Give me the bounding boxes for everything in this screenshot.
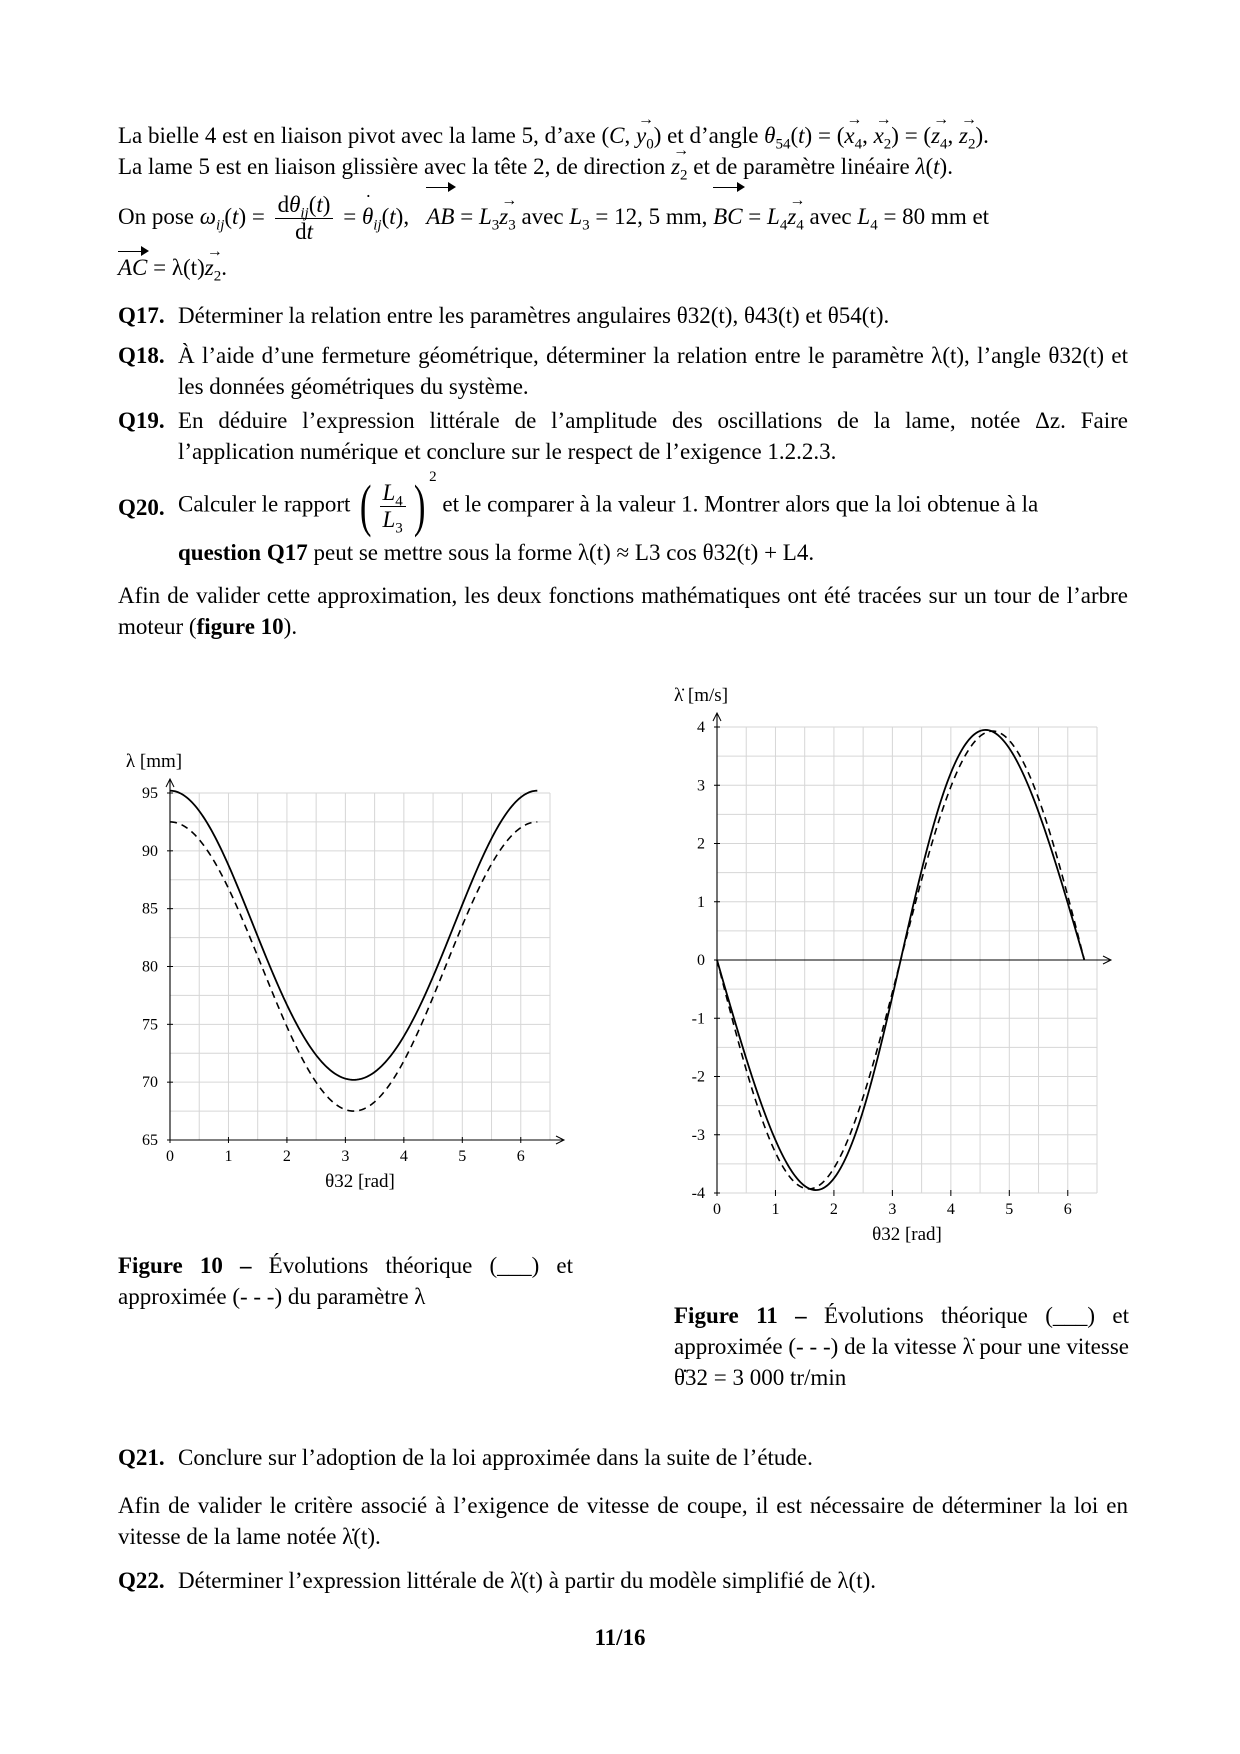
x-tick-label: 0: [713, 1201, 721, 1218]
y-tick-label: -4: [691, 1185, 705, 1202]
y-tick-label: 2: [697, 835, 705, 853]
y-tick-label: 90: [142, 842, 158, 860]
x-tick-label: 3: [888, 1201, 897, 1218]
question-21: Q21. Conclure sur l’adoption de la loi approximée dans la suite de l’étude.: [118, 1445, 813, 1470]
y-tick-label: 75: [142, 1016, 158, 1034]
question-17: Q17. Déterminer la relation entre les paramètres angulaires θ32(t), θ43(t) et θ54(t).: [118, 303, 890, 328]
question-22: Q22. Déterminer l’expression littérale de λ̇(t) à partir du modèle simplifié de λ(t).: [118, 1568, 876, 1593]
y-tick-label: 0: [697, 952, 705, 969]
question-18: Q18. À l’aide d’une fermeture géométrique, déterminer la relation entre le paramètre λ(t), l’angle θ32(t) et les données géométriques du système.: [118, 343, 1128, 399]
page-number: 11/16: [594, 1625, 646, 1650]
y-tick-label: 70: [142, 1074, 158, 1092]
x-tick-label: 1: [224, 1148, 233, 1165]
y-tick-label: -3: [691, 1126, 705, 1144]
intro-line-1: La bielle 4 est en liaison pivot avec la lame 5, d’axe (C, → $y_0$) et d’angle $\theta_{54}(t)$ = (→ $x_4$, → $x_2$) = (→ $z_4$, → $z_2$).: [118, 120, 1128, 151]
figure-10-chart: [120, 745, 580, 1225]
x-axis-label: θ32 [rad]: [872, 1224, 942, 1245]
x-tick-label: 4: [946, 1201, 955, 1218]
y-axis-label: λ [mm]: [125, 751, 183, 772]
figure-10-caption: Figure 10 – Évolutions théorique (___) et approximée (- - -) du paramètre λ: [118, 1253, 574, 1309]
figure-11-caption: Figure 11 – Évolutions théorique (___) et approximée (- - -) de la vitesse λ̇ pour une vitesse θ̇32 = 3 000 tr/min: [674, 1303, 1129, 1390]
y-tick-label: 65: [142, 1132, 158, 1149]
theoretical-curve: [170, 791, 537, 1080]
y-tick-label: 1: [697, 893, 705, 911]
x-tick-label: 2: [282, 1148, 291, 1165]
validation-paragraph: Afin de valider cette approximation, les deux fonctions mathématiques ont été tracées sur un tour de l’arbre moteur (figure 10).: [118, 583, 1128, 639]
intro-line-4: AC = $\lambda(t)\to z_2$.: [118, 252, 1128, 283]
intro-line-2: La lame 5 est en liaison glissière avec la tête 2, de direction → $z_2$ et de paramètre linéaire λ(t).: [118, 151, 1128, 182]
x-tick-label: 5: [458, 1148, 467, 1165]
x-tick-label: 2: [829, 1201, 838, 1218]
question-20: Q20. Calculer le rapport ( $\frac{L_4}{L_3}$ ) $^2$ et le comparer à la valeur 1. Montrer alors que la loi obtenue à la question Q17 peut se mettre sous la forme λ(t) ≈ L3 cos θ32(t) + L4.: [118, 468, 1039, 565]
y-tick-label: 80: [142, 958, 158, 976]
x-tick-label: 1: [771, 1201, 780, 1218]
x-tick-label: 3: [341, 1148, 350, 1165]
x-axis-label: θ32 [rad]: [325, 1171, 395, 1192]
y-tick-label: 95: [142, 785, 158, 802]
y-axis-label: λ̇ [m/s]: [673, 685, 729, 706]
x-tick-label: 0: [166, 1148, 174, 1165]
x-tick-label: 6: [516, 1148, 525, 1165]
x-tick-label: 4: [399, 1148, 408, 1165]
y-tick-label: -1: [691, 1010, 705, 1028]
speed-paragraph: Afin de valider le critère associé à l’exigence de vitesse de coupe, il est nécessaire de déterminer la loi en vitesse de la lame notée λ̇(t).: [118, 1493, 1128, 1549]
y-tick-label: 85: [142, 900, 158, 918]
question-19: Q19. En déduire l’expression littérale de l’amplitude des oscillations de la lame, notée Δz. Faire l’application numérique et conclure sur le respect de l’exigence 1.2.2.3.: [118, 408, 1128, 464]
x-tick-label: 6: [1063, 1201, 1072, 1218]
figure-11-chart: [660, 680, 1130, 1280]
y-tick-label: -2: [691, 1068, 705, 1086]
y-tick-label: 4: [697, 719, 705, 736]
intro-line-3: On pose $\omega_{ij}(t)$ = $\frac{d\theta_{ij}(t)}{dt}$ = ˙ $\theta_{ij}(t)$, AB = $L_3\to z_3$ avec $L_3 = 12$, 5 mm, BC = $L_4\to z_4$ avec $L_4 = 80$ mm et: [118, 188, 1128, 246]
y-tick-label: 3: [697, 777, 705, 795]
x-tick-label: 5: [1005, 1201, 1014, 1218]
